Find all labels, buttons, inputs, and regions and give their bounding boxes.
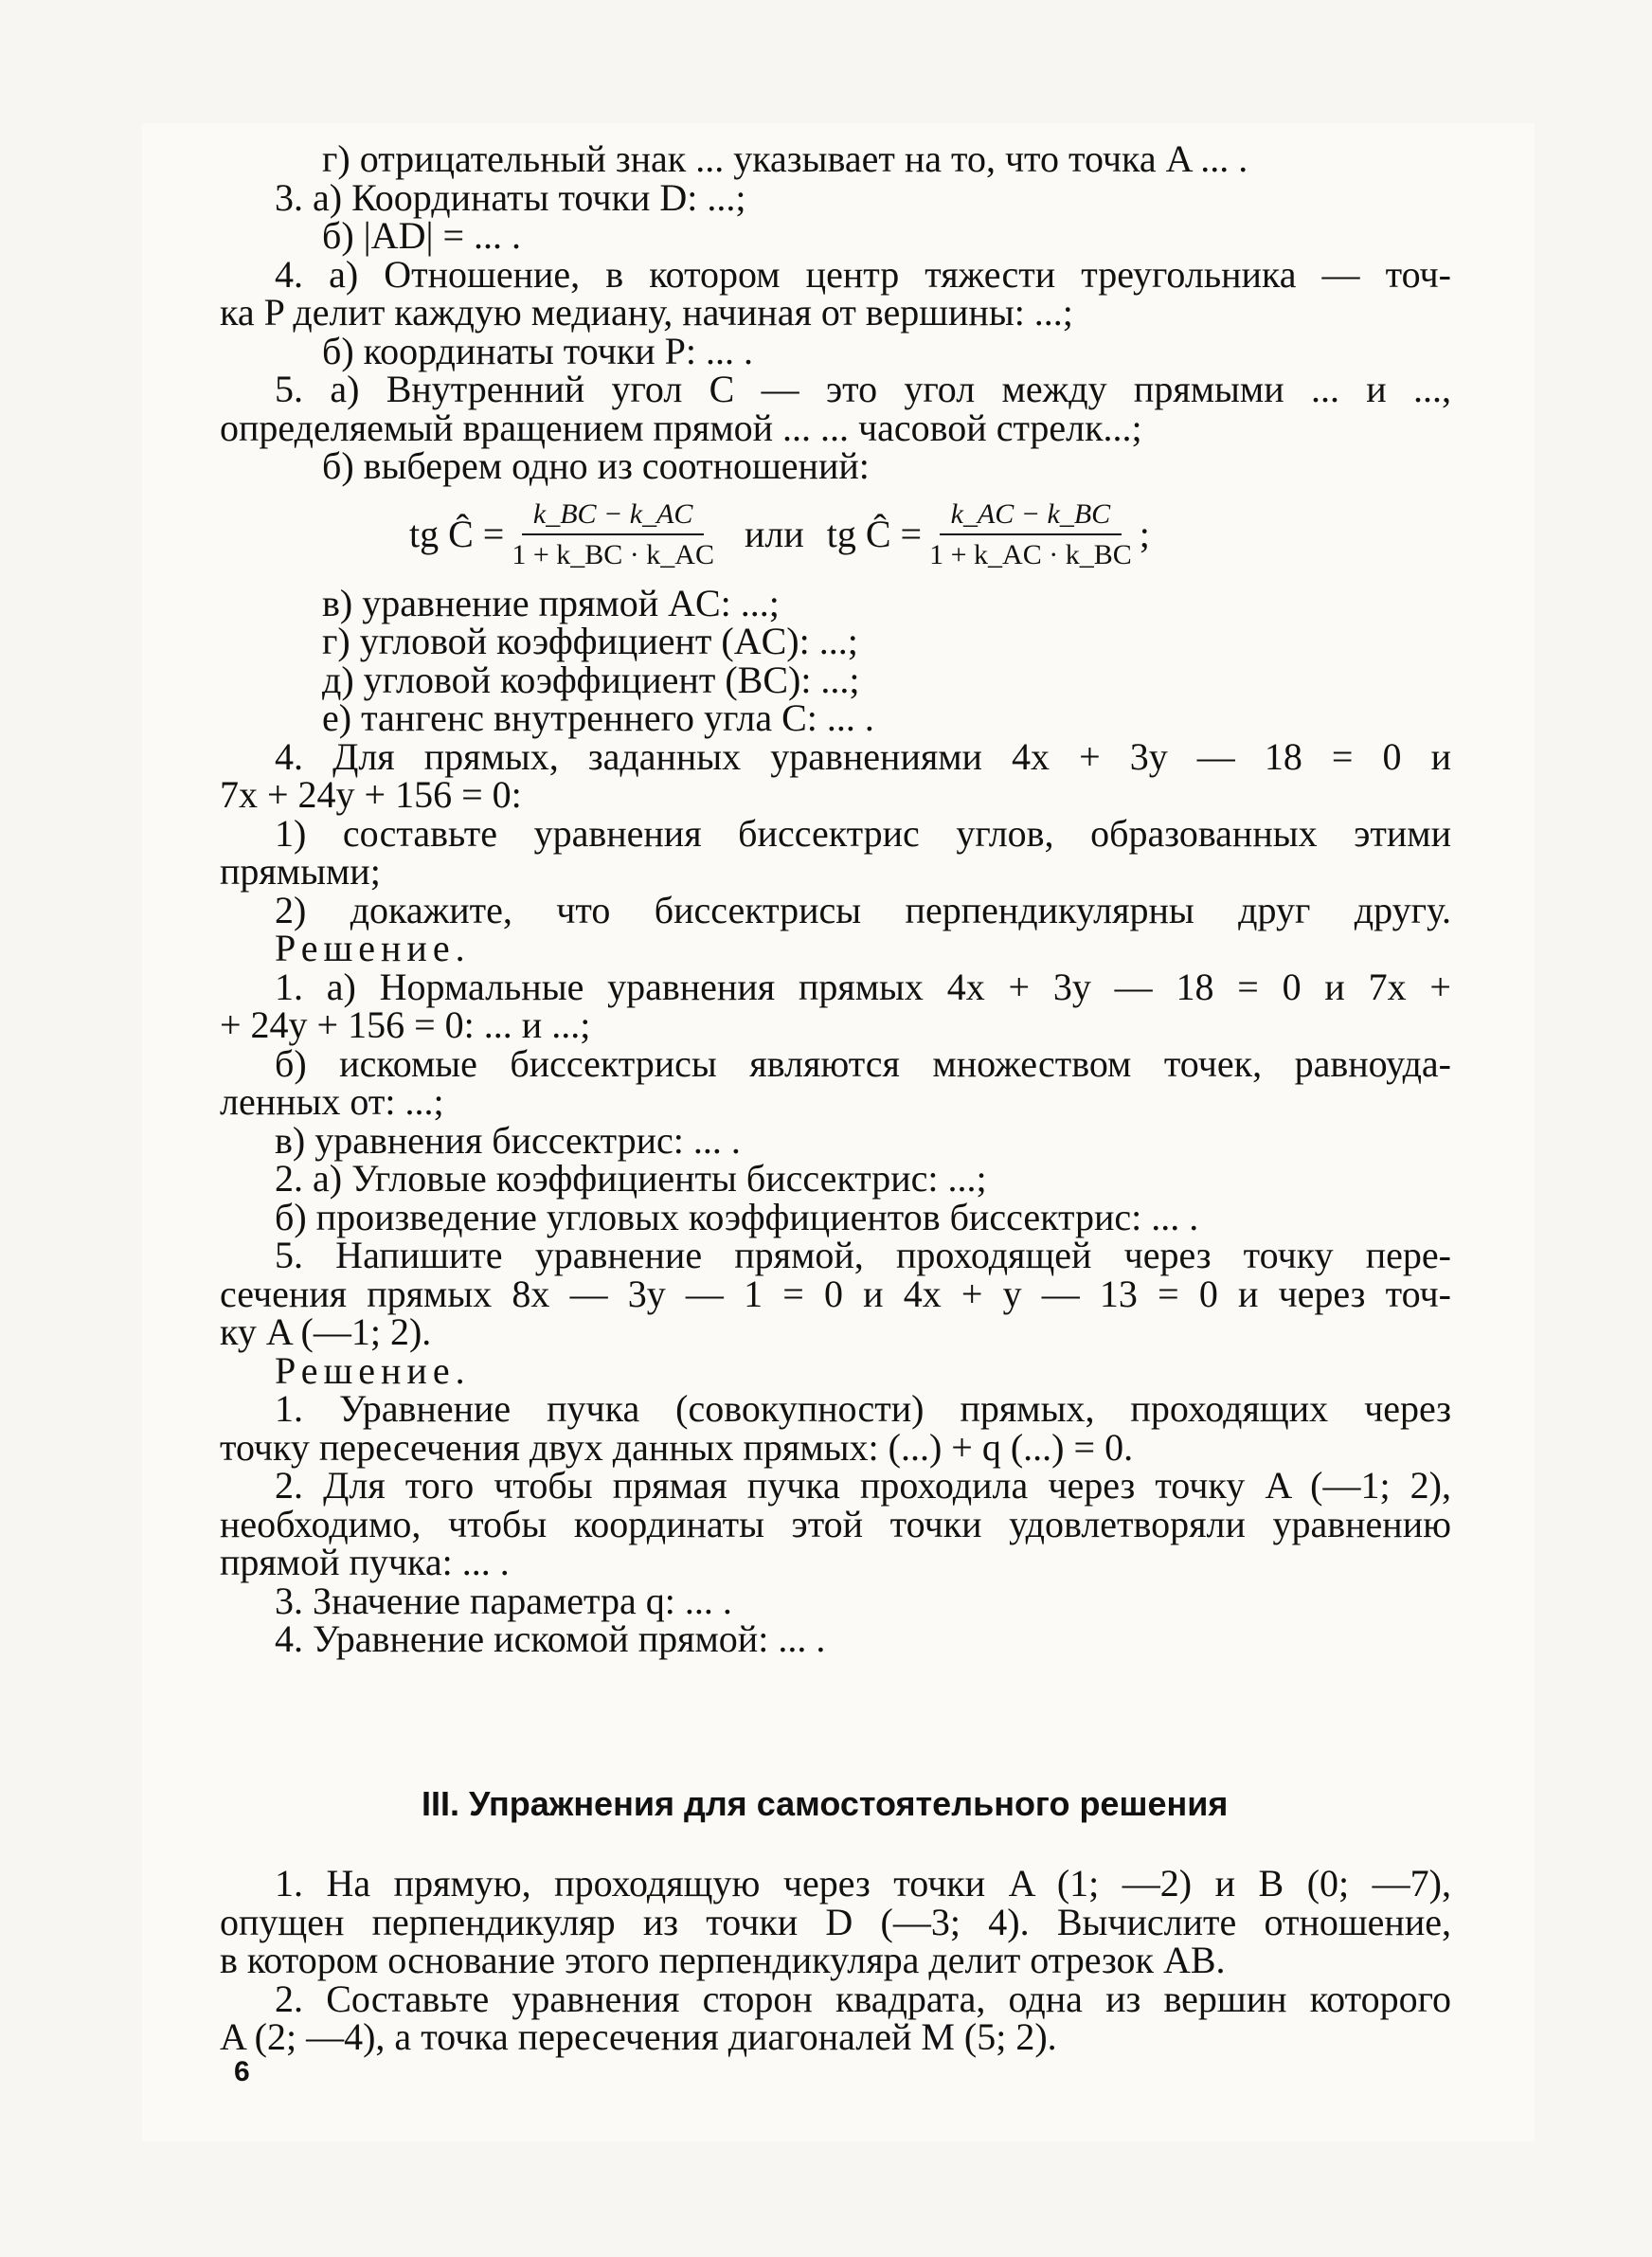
text-line: в) уравнение прямой AC: ...; xyxy=(322,581,780,624)
text-line: прямыми; xyxy=(220,850,381,893)
text-line: д) угловой коэффициент (BC): ...; xyxy=(322,658,860,701)
text-line: 7x + 24y + 156 = 0: xyxy=(220,773,522,816)
text-line: ку A (—1; 2). xyxy=(220,1310,432,1353)
section-heading: III. Упражнения для самостоятельного решения xyxy=(422,1784,1229,1823)
formula-end: ; xyxy=(1139,513,1150,556)
text-line: 2) докажите, что биссектрисы перпендикулярны друг другу. xyxy=(275,888,1451,931)
formula-lhs-1: tg Ĉ = xyxy=(409,513,505,556)
solution-label: Решение. xyxy=(275,1348,471,1392)
text-line: б) |AD| = ... . xyxy=(322,214,522,257)
text-line: определяемый вращением прямой ... ... часовой стрелк...; xyxy=(220,406,1142,449)
text-line: б) координаты точки P: ... . xyxy=(322,329,754,372)
text-line: 1. Уравнение пучка (совокупности) прямых, проходящих через xyxy=(275,1387,1451,1430)
text-line: 5. а) Внутренний угол C — это угол между прямыми ... и ..., xyxy=(275,368,1451,410)
text-line: в) уравнения биссектрис: ... . xyxy=(275,1118,741,1162)
fraction-2-numerator: k_AC − k_BC xyxy=(940,497,1122,535)
text-line: б) искомые биссектрисы являются множеством точек, равноуда- xyxy=(275,1041,1451,1085)
text-line: + 24y + 156 = 0: ... и ...; xyxy=(220,1003,591,1046)
text-line: 4. Для прямых, заданных уравнениями 4x + 3y — 18 = 0 и xyxy=(275,734,1451,778)
solution-label: Решение. xyxy=(275,927,471,969)
main-text xyxy=(220,137,1451,1660)
exercise-line: A (2; —4), а точка пересечения диагоналей M (5; 2). xyxy=(220,2015,1057,2058)
text-line: 3. а) Координаты точки D: ...; xyxy=(275,175,746,219)
formula-lhs-2: tg Ĉ = xyxy=(826,513,923,556)
exercise-line: 2. Составьте уравнения сторон квадрата, одна из вершин которого xyxy=(275,1977,1451,2020)
fraction-1-numerator: k_BC − k_AC xyxy=(522,497,705,535)
text-line: 4. Уравнение искомой прямой: ... . xyxy=(275,1617,826,1660)
text-line: 5. Напишите уравнение прямой, проходящей через точку пере- xyxy=(275,1234,1451,1276)
text-line: г) отрицательный знак ... указывает на то, что точка A ... . xyxy=(322,137,1248,180)
text-line: 4. а) Отношение, в котором центр тяжести треугольника — точ- xyxy=(275,252,1451,296)
text-line: необходимо, чтобы координаты этой точки удовлетворяли уравнению xyxy=(220,1502,1451,1545)
fraction-1-denominator: 1 + k_BC · k_AC xyxy=(512,538,714,570)
formula-or: или xyxy=(744,513,804,556)
fraction-1 xyxy=(512,497,714,573)
text-line: б) произведение угловых коэффициентов биссектрис: ... . xyxy=(275,1195,1199,1238)
text-line: г) угловой коэффициент (AC): ...; xyxy=(322,620,858,662)
text-line: 2. а) Угловые коэффициенты биссектрис: ...; xyxy=(275,1157,987,1200)
text-line: сечения прямых 8x — 3y — 1 = 0 и 4x + y — 13 = 0 и через точ- xyxy=(220,1272,1451,1315)
exercises xyxy=(220,1862,1451,2058)
exercise-line: опущен перпендикуляр из точки D (—3; 4). Вычислите отношение, xyxy=(220,1900,1451,1943)
exercise-line: 1. На прямую, проходящую через точки A (1; —2) и B (0; —7), xyxy=(275,1862,1451,1905)
text-line: б) выберем одно из соотношений: xyxy=(322,444,870,487)
text-line: ленных от: ...; xyxy=(220,1080,444,1123)
text-line: 1) составьте уравнения биссектрис углов, образованных этими xyxy=(275,811,1451,855)
text-line: е) тангенс внутреннего угла C: ... . xyxy=(322,696,874,739)
text-line: прямой пучка: ... . xyxy=(220,1541,510,1583)
text-line: 1. а) Нормальные уравнения прямых 4x + 3y — 18 = 0 и 7x + xyxy=(275,965,1451,1008)
exercise-line: в котором основание этого перпендикуляра делит отрезок AB. xyxy=(220,1939,1226,1981)
fraction-2-denominator: 1 + k_AC · k_BC xyxy=(929,538,1132,570)
text-line: точку пересечения двух данных прямых: (...) + q (...) = 0. xyxy=(220,1425,1134,1469)
tangent-formula xyxy=(220,486,1451,585)
text-line: 2. Для того чтобы прямая пучка проходила через точку A (—1; 2), xyxy=(275,1464,1451,1507)
fraction-2 xyxy=(929,497,1132,573)
text-line: 3. Значение параметра q: ... . xyxy=(275,1579,732,1622)
text-line: ка P делит каждую медиану, начиная от вершины: ...; xyxy=(220,291,1073,334)
page-number: 6 xyxy=(234,2056,250,2087)
